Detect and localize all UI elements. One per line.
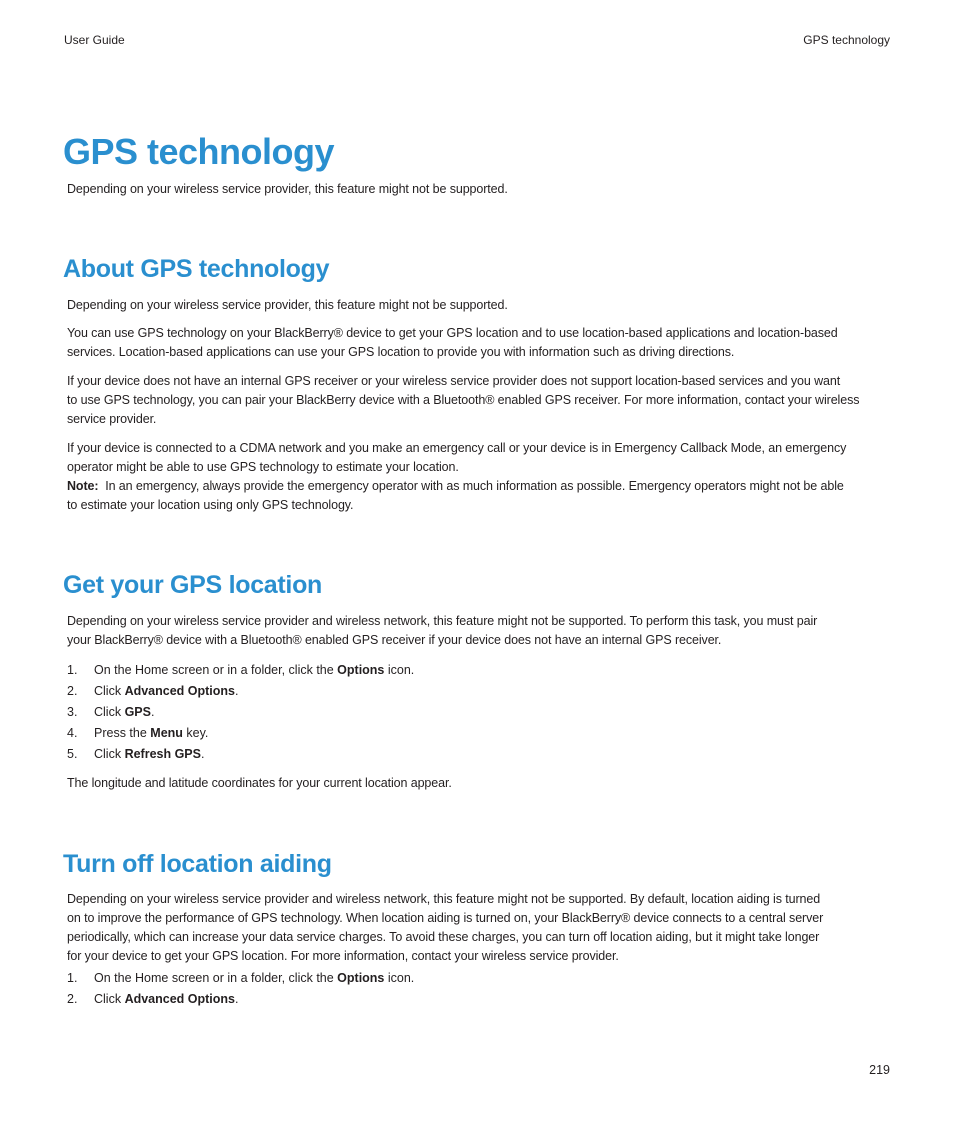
about-paragraph-2: You can use GPS technology on your BlackBerry® device to get your GPS location and to use location-based applications and location-based services. Location-based applications can use your GPS location to provide you with information such as driving directions. [67, 326, 838, 359]
about-paragraph-1: Depending on your wireless service provider, this feature might not be supported. [67, 298, 508, 312]
list-item: 3. Click GPS. [67, 705, 155, 719]
running-header-left: User Guide [64, 33, 125, 47]
page-title: GPS technology [63, 131, 335, 172]
about-paragraph-3: If your device does not have an internal GPS receiver or your wireless service provider does not support location-based services and you want to use GPS technology, you can pair your BlackBerry device with a Bluetooth® enabled GPS receiver. For more information, contact your wireless service provider. [67, 374, 860, 426]
list-item: 2. Click Advanced Options. [67, 992, 239, 1006]
list-item: 5. Click Refresh GPS. [67, 747, 205, 761]
note: Note: In an emergency, always provide the emergency operator with as much information as possible. Emergency operators might not be able [67, 479, 844, 493]
aiding-paragraph: Depending on your wireless service provider and wireless network, this feature might not be supported. By default, location aiding is turned on to improve the performance of GPS technology. When location aiding is turned on, your BlackBerry® device connects to a central server periodically, which can increase your data service charges. To avoid these charges, you can turn off location aiding, but it might take longer for your device to get your GPS location. For more information, contact your wireless service provider. [67, 892, 824, 963]
aiding-steps [67, 969, 414, 1009]
heading-turn-off-aiding: Turn off location aiding [63, 850, 332, 878]
get-location-paragraph: Depending on your wireless service provider and wireless network, this feature might not be supported. To perform this task, you must pair your BlackBerry® device with a Bluetooth® enabled GPS receiver if your device does not have an internal GPS receiver. [67, 614, 818, 647]
list-item: 1. On the Home screen or in a folder, click the Options icon. [67, 663, 415, 677]
heading-get-gps-location: Get your GPS location [63, 571, 323, 599]
list-item: 2. Click Advanced Options. [67, 684, 239, 698]
list-item: 1. On the Home screen or in a folder, click the Options icon. [67, 971, 415, 985]
list-item: 4. Press the Menu key. [67, 726, 209, 740]
running-header-right: GPS technology [803, 33, 890, 47]
heading-about-gps: About GPS technology [63, 255, 330, 283]
about-paragraph-4: If your device is connected to a CDMA network and you make an emergency call or your device is in Emergency Callback Mode, an emergency operator might be able to use GPS technology to estimate your location. Note: In an emergency, always provide the emergency operator with as much information as possible. Emergency operators might not be able to estimate your location using only GPS technology. [67, 439, 893, 515]
get-location-steps [67, 661, 414, 764]
get-location-result: The longitude and latitude coordinates for your current location appear. [67, 776, 452, 790]
intro-text: Depending on your wireless service provider, this feature might not be supported. [67, 182, 508, 196]
note-label: Note: [67, 479, 99, 493]
page-number: 219 [869, 1063, 890, 1077]
